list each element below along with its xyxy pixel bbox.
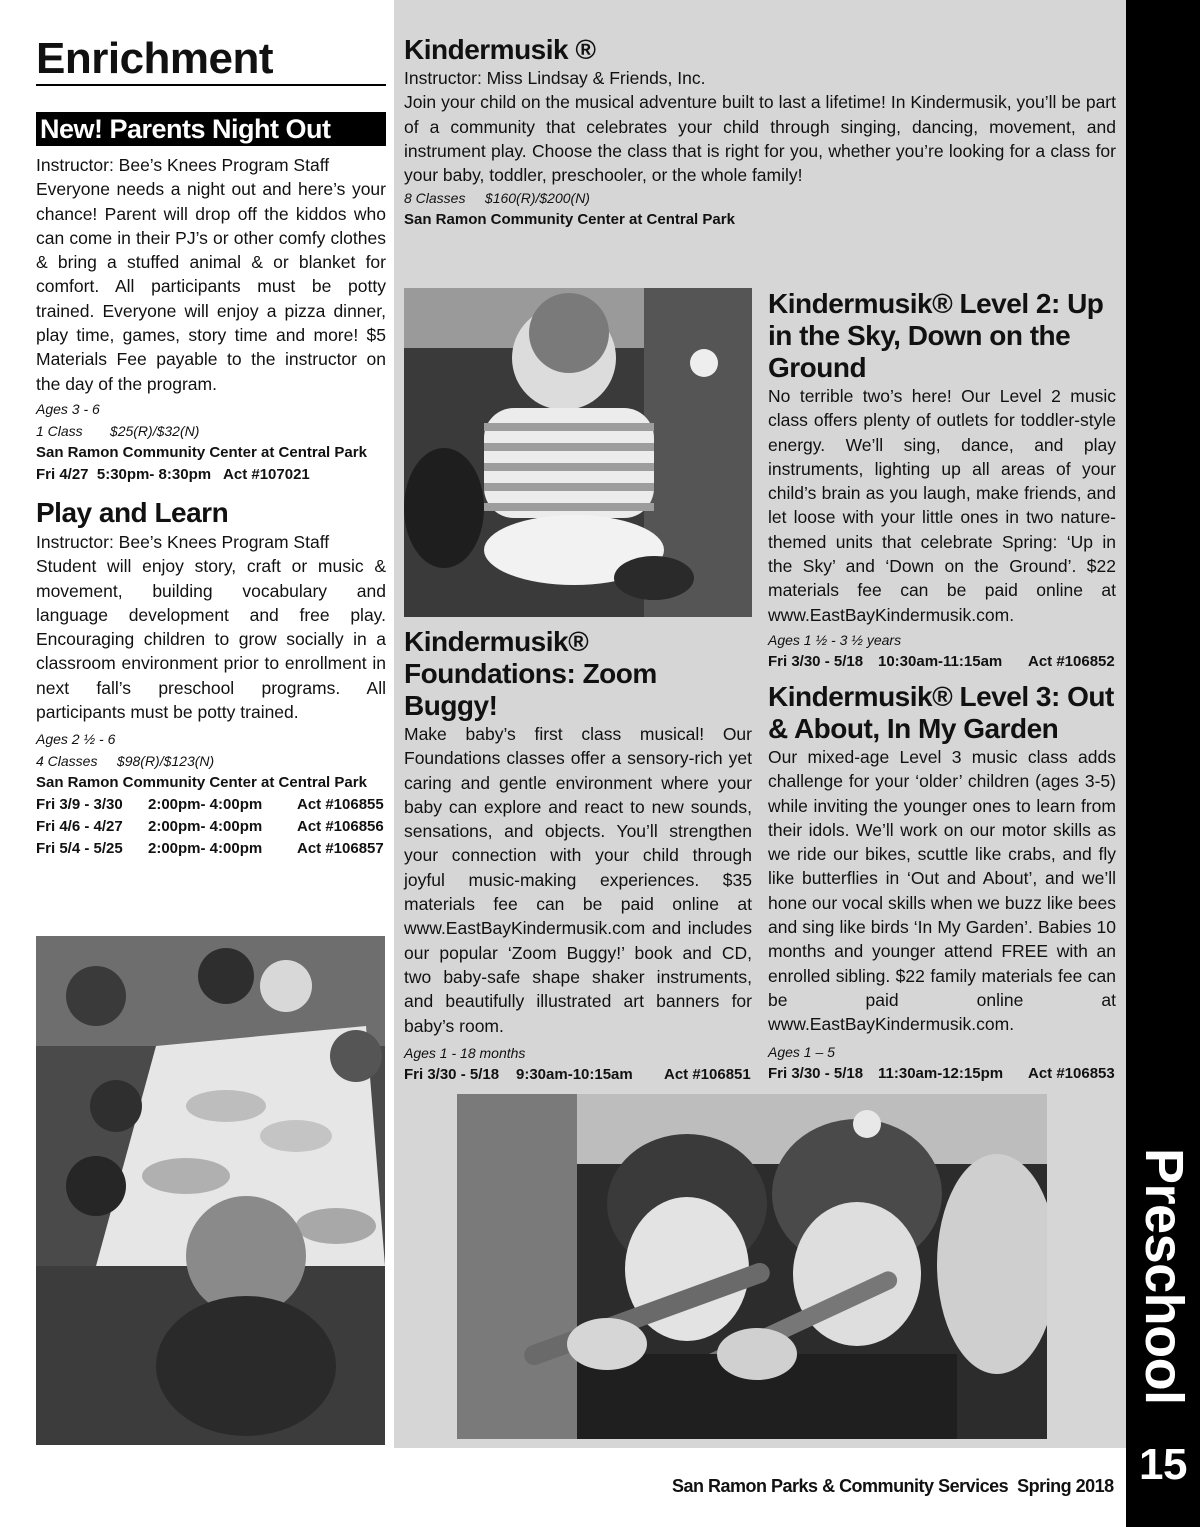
foundations-schedule (404, 1064, 752, 1086)
row-dates: Fri 3/9 - 3/30 (36, 796, 123, 814)
parents-night-classes: 1 Class $25(R)/$32(N) (36, 422, 200, 439)
kindermusik-instructor: Instructor: Miss Lindsay & Friends, Inc. (404, 68, 706, 88)
title-rule (36, 84, 386, 86)
play-learn-ages: Ages 2 ½ - 6 (36, 731, 116, 748)
foundations-title: Kindermusik® Foundations: Zoom Buggy! (404, 626, 657, 721)
section-title: Enrichment (36, 34, 274, 83)
row-act: Act #106857 (297, 840, 384, 858)
play-learn-location: San Ramon Community Center at Central Park (36, 774, 367, 792)
kindermusik-intro (404, 34, 1116, 231)
level3-description: Our mixed-age Level 3 music class adds challenge for your ‘older’ children (ages 3-5) while inviting the younger ones to learn from their idols. We’ll work on our motor skills as we ride our bikes, scuttle like crabs, and fly like butterflies in ‘Out and About’, and we’ll hone our vocal skills when we buzz like bees and sing like birds ‘In My Garden’. Babies 10 months and younger attend FREE with an enrolled sibling. $22 family materials fee can be paid online at www.EastBayKindermusik.com. (768, 746, 1116, 1035)
parents-night-instructor: Instructor: Bee’s Knees Program Staff (36, 155, 330, 175)
parents-night-schedule: Fri 4/27 5:30pm- 8:30pm Act #107021 (36, 465, 310, 483)
level2-title: Kindermusik® Level 2: Up in the Sky, Down on the Ground (768, 288, 1104, 383)
parents-night-ages: Ages 3 - 6 (36, 400, 100, 417)
play-learn-row (36, 794, 386, 816)
row-act: Act #106855 (297, 796, 384, 814)
foundations-description: Make baby’s first class musical! Our Foundations classes offer a sensory-rich yet caring and gentle environment where your baby can explore and react to new sounds, sensations, and objects. You’ll strengthen your connection with your child through joyful music-making experiences. $35 materials fee can be paid online at www.EastBayKindermusik.com and includes our popular ‘Zoom Buggy!’ book and CD, two baby-safe shape shaker instruments, and beautifully illustrated art banners for baby’s room. (404, 724, 752, 1036)
schedule-time: 11:30am-12:15pm (878, 1064, 1004, 1082)
footer-text: San Ramon Parks & Community Services Spring 2018 (672, 1476, 1114, 1496)
baby-photo (404, 288, 752, 617)
level2-ages: Ages 1 ½ - 3 ½ years (768, 631, 902, 648)
left-column (36, 34, 386, 860)
row-act: Act #106856 (297, 818, 384, 836)
play-learn-title: Play and Learn (36, 496, 229, 528)
row-time: 2:00pm- 4:00pm (148, 796, 263, 814)
levels-section (768, 288, 1116, 1085)
level2-description: No terrible two’s here! Our Level 2 music class offers plenty of outlets for toddler-style energy. We’ll sing, dance, and play instruments, lighting up all areas of your child’s brain as you laugh, make friends, and let loose with your little ones in two nature-themed units that celebrate Spring: ‘Up in the Sky’ and ‘Down on the Ground’. $22 materials fee can be paid online at www.EastBayKindermusik.com. (768, 386, 1116, 625)
foundations-section (404, 626, 752, 1086)
play-learn-instructor: Instructor: Bee’s Knees Program Staff (36, 531, 330, 552)
foundations-ages: Ages 1 - 18 months (404, 1044, 526, 1061)
kindermusik-description: Join your child on the musical adventure built to last a lifetime! In Kindermusik, you’ll be part of a community that celebrates your child through singing, dancing, movement, and instrument play. Choose the class that is right for you, whether you’re looking for a class for your baby, toddler, preschooler, or the whole family! (404, 92, 1116, 186)
row-dates: Fri 4/6 - 4/27 (36, 818, 123, 836)
schedule-dates: Fri 3/30 - 5/18 (768, 1064, 864, 1082)
level3-title: Kindermusik® Level 3: Out & About, In My Garden (768, 680, 1114, 744)
kindermusik-classes: 8 Classes $160(R)/$200(N) (404, 190, 590, 207)
play-learn-description: Student will enjoy story, craft or music & movement, building vocabulary and language development and free play. Encouraging children to grow socially in a classroom environment prior to enrollment in next fall’s preschool programs. All participants must be potty trained. (36, 556, 386, 723)
level3-ages: Ages 1 – 5 (768, 1043, 835, 1060)
kindermusik-title: Kindermusik ® (404, 34, 596, 65)
level3-schedule (768, 1063, 1116, 1085)
parents-night-location: San Ramon Community Center at Central Park (36, 443, 367, 461)
level2-schedule (768, 651, 1116, 673)
row-time: 2:00pm- 4:00pm (148, 840, 263, 858)
schedule-dates: Fri 3/30 - 5/18 (404, 1065, 500, 1083)
row-dates: Fri 5/4 - 5/25 (36, 840, 123, 858)
schedule-time: 9:30am-10:15am (516, 1065, 633, 1083)
play-learn-classes: 4 Classes $98(R)/$123(N) (36, 753, 215, 770)
schedule-dates: Fri 3/30 - 5/18 (768, 652, 864, 670)
parents-night-title: New! Parents Night Out (36, 112, 386, 146)
party-photo (36, 936, 385, 1445)
page-number: 15 (1139, 1440, 1187, 1489)
recorder-photo (457, 1094, 1047, 1439)
play-learn-row (36, 838, 386, 860)
schedule-time: 10:30am-11:15am (878, 652, 1003, 670)
row-time: 2:00pm- 4:00pm (148, 818, 263, 836)
section-tab-label: Preschool (1134, 1148, 1194, 1405)
parents-night-description: Everyone needs a night out and here’s your chance! Parent will drop off the kiddos who can come in their PJ’s or other comfy clothes & bring a stuffed animal & or blanket for comfort. All participants must be potty trained. Everyone will enjoy a pizza dinner, play time, games, story time and more! $5 Materials Fee payable to the instructor on the day of the program. (36, 179, 386, 394)
schedule-act: Act #106853 (1028, 1064, 1115, 1082)
schedule-act: Act #106851 (664, 1065, 751, 1083)
kindermusik-location: San Ramon Community Center at Central Park (404, 211, 735, 229)
play-learn-row (36, 816, 386, 838)
schedule-act: Act #106852 (1028, 652, 1115, 670)
